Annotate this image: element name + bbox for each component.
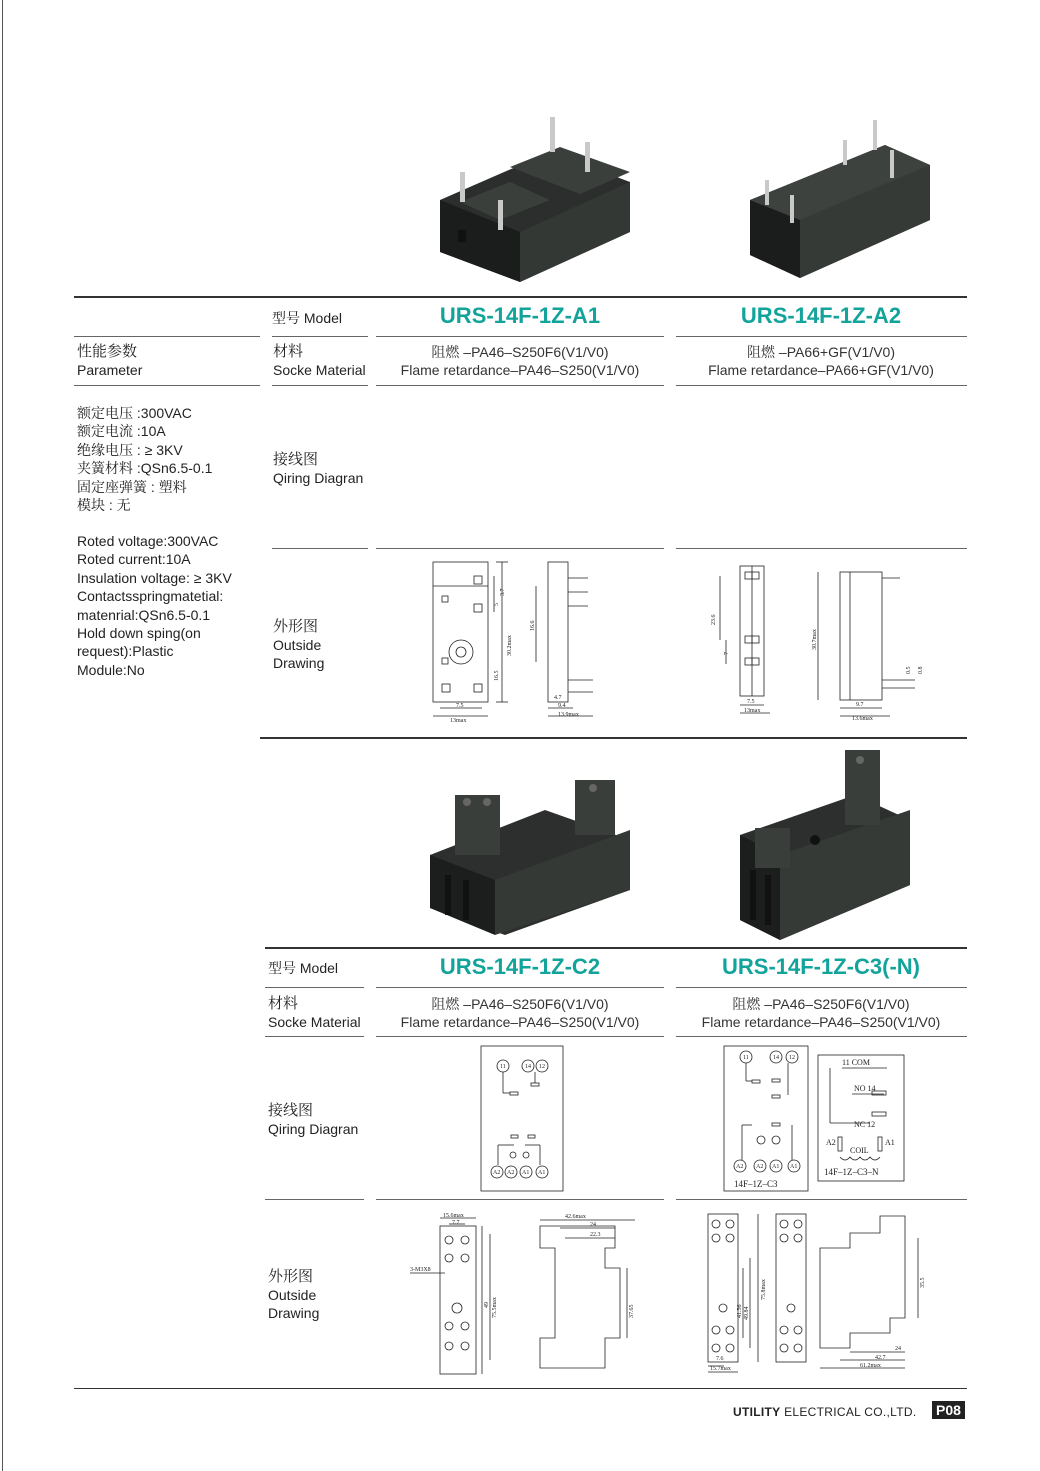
photo-urs-14f-1z-a1 [430,112,640,287]
caption-c3-n: 14F–1Z–C3–N [824,1167,879,1177]
dim-a2-2: 7 [724,652,730,655]
outside-label-bottom: 外形图 Outside Drawing [268,1268,320,1321]
rule [265,1036,364,1037]
dim-a1-8: 4.7 [554,695,562,701]
footer-rule [74,1388,967,1389]
dim-a1-2: 13max [450,718,467,724]
param-line: 额定电压 :300VAC [77,405,192,421]
section-divider [260,737,967,739]
dim-c2-h3: 37.65 [629,1304,635,1318]
dim-c3-w2: 15.7max [710,1366,731,1372]
model-title-a2: URS-14F-1Z-A2 [740,303,902,328]
dim-a2-8: 0.5 [906,666,912,674]
param-line: request):Plastic [77,643,174,660]
model-title-c2: URS-14F-1Z-C2 [439,954,601,979]
parameter-header: 性能参数 Parameter [77,343,143,378]
terminal-11: 11 [743,1055,749,1061]
dim-c2-h1: 49 [484,1302,490,1308]
terminal-a2: A2 [493,1170,501,1176]
material-label: 材料 Socke Material [273,343,366,378]
terminal-a2: A2 [507,1170,515,1176]
rule [676,987,967,988]
dim-a1-1: 7.5 [456,703,464,709]
label-no: NO 14 [854,1084,876,1093]
dim-c3-h2: 49.84 [744,1306,750,1320]
dim-c2-screw: 3-M3X8 [410,1267,431,1273]
model-title-c3: URS-14F-1Z-C3(-N) [722,954,920,979]
dim-c2-top3: 22.3 [590,1232,601,1238]
outside-drawing-c3 [690,1208,940,1381]
terminal-a1: A1 [522,1170,530,1176]
wiring-label-top: 接线图 Qiring Diagran [273,451,364,486]
rule [376,1199,664,1200]
dim-a1-5: 5 [494,603,500,606]
terminal-a1: A1 [790,1164,798,1170]
terminal-a2: A2 [756,1164,764,1170]
param-line: Hold down sping(on [77,625,201,642]
page-margin-line [2,0,3,1471]
terminal-12: 12 [789,1055,795,1061]
dim-c2-w1: 15.6max [443,1213,464,1219]
wiring-diagram-c3 [722,1045,912,1198]
terminal-a1: A1 [538,1170,546,1176]
material-label-bottom: 材料 Socke Material [268,995,361,1030]
rule [676,1199,967,1200]
dim-c3-h1: 41.56 [737,1304,743,1318]
dim-c3-h4: 35.5 [920,1277,926,1288]
caption-c3: 14F–1Z–C3 [734,1179,778,1189]
terminal-a2: A2 [736,1164,744,1170]
param-line: Insulation voltage: ≥ 3KV [77,569,232,586]
terminal-a1: A1 [772,1164,780,1170]
model-title-a1: URS-14F-1Z-A1 [439,303,601,328]
label-com: 11 COM [842,1058,870,1067]
dim-a2-6: 9.7 [856,702,864,708]
rule [676,548,967,549]
material-c3: 阻燃 –PA46–S250F6(V1/V0) Flame retardance–PA46–S250(V1/V0) [701,996,941,1030]
dim-a2-3: 7.5 [747,699,755,705]
rule [265,1199,364,1200]
label-a1: A1 [885,1138,895,1147]
dim-a1-3: 16.5 [494,670,500,681]
terminal-12: 12 [539,1064,545,1070]
outside-drawing-a2 [700,560,940,730]
label-coil: COIL [850,1146,869,1155]
model-label: 型号 Model [272,310,343,326]
label-nc: NC 12 [854,1120,876,1129]
model-label-bottom: 型号 Model [268,960,339,976]
dim-c2-w2: 7.7 [452,1220,460,1226]
photo-urs-14f-1z-c2 [425,780,635,940]
terminal-14: 14 [525,1064,531,1070]
footer-brand: UTILITY ELECTRICAL CO.,LTD. [733,1405,917,1419]
parameter-list-cn [77,404,212,514]
param-line: 额定电流 :10A [77,423,166,440]
param-line: Roted current:10A [77,551,191,568]
table-top-rule [74,296,967,298]
outside-drawing-c2 [405,1208,645,1383]
rule [265,987,364,988]
label-a2: A2 [826,1138,836,1147]
dim-c3-b2: 42.7 [875,1355,886,1361]
rule [376,336,664,337]
rule [676,336,967,337]
rule [272,548,368,549]
dim-a2-5: 30.7max [812,629,818,650]
dim-c3-w1: 7.6 [716,1356,724,1362]
dim-a2-1: 23.6 [711,614,717,625]
rule [376,1036,664,1037]
dim-c2-h2: 75.5max [492,1297,498,1318]
wiring-diagram-c2 [480,1045,565,1198]
material-a2: 阻燃 –PA66+GF(V1/V0) Flame retardance–PA66+GF(V1/V0) [708,344,934,378]
rule [74,336,260,337]
param-line: Module:No [77,661,145,678]
parameter-list-en [77,532,232,679]
param-line: 绝缘电压 : ≥ 3KV [77,441,183,458]
dim-c2-top2: 24 [590,1222,596,1228]
dim-c3-b1: 24 [895,1346,901,1352]
param-line: matenrial:QSn6.5-0.1 [77,606,211,623]
dim-a1-10: 13.9max [558,712,579,718]
wiring-label-bottom: 接线图 Qiring Diagran [268,1102,359,1137]
table-bottom-rule [265,947,967,949]
rule [272,336,368,337]
rule [676,385,967,386]
outside-drawing-a1 [428,556,603,731]
param-line: 夹簧材料 :QSn6.5-0.1 [77,460,213,477]
photo-urs-14f-1z-c3 [735,750,915,945]
page-number-badge: P08 [932,1401,965,1419]
dim-c3-b3: 61.2max [860,1363,881,1369]
rule [376,385,664,386]
rule [74,385,260,386]
param-line: 模块 : 无 [77,497,131,514]
param-line: Roted voltage:300VAC [77,533,219,549]
dim-c2-top1: 42.6max [565,1214,586,1220]
material-a1: 阻燃 –PA46–S250F6(V1/V0) Flame retardance–PA46–S250(V1/V0) [400,344,640,378]
dim-a2-9: 0.8 [918,666,924,674]
rule [272,385,368,386]
rule [676,1036,967,1037]
terminal-14: 14 [773,1055,779,1061]
param-line: Contactsspringmatetial: [77,588,224,605]
dim-a1-9: 9.4 [558,703,566,709]
param-line: 固定座弹簧 : 塑料 [77,478,187,495]
dim-a2-7: 13.6max [852,716,873,722]
terminal-11: 11 [500,1064,506,1070]
photo-urs-14f-1z-a2 [745,120,935,280]
dim-c3-h3: 75.8max [761,1279,767,1300]
dim-a1-6: 3.7 [500,588,506,596]
rule [376,548,664,549]
dim-a2-4: 13max [744,708,761,714]
rule [376,987,664,988]
material-c2: 阻燃 –PA46–S250F6(V1/V0) Flame retardance–PA46–S250(V1/V0) [400,996,640,1030]
dim-a1-7: 16.6 [530,620,536,631]
outside-label-top: 外形图 Outside Drawing [273,618,325,671]
dim-a1-4: 30.2max [507,635,513,656]
